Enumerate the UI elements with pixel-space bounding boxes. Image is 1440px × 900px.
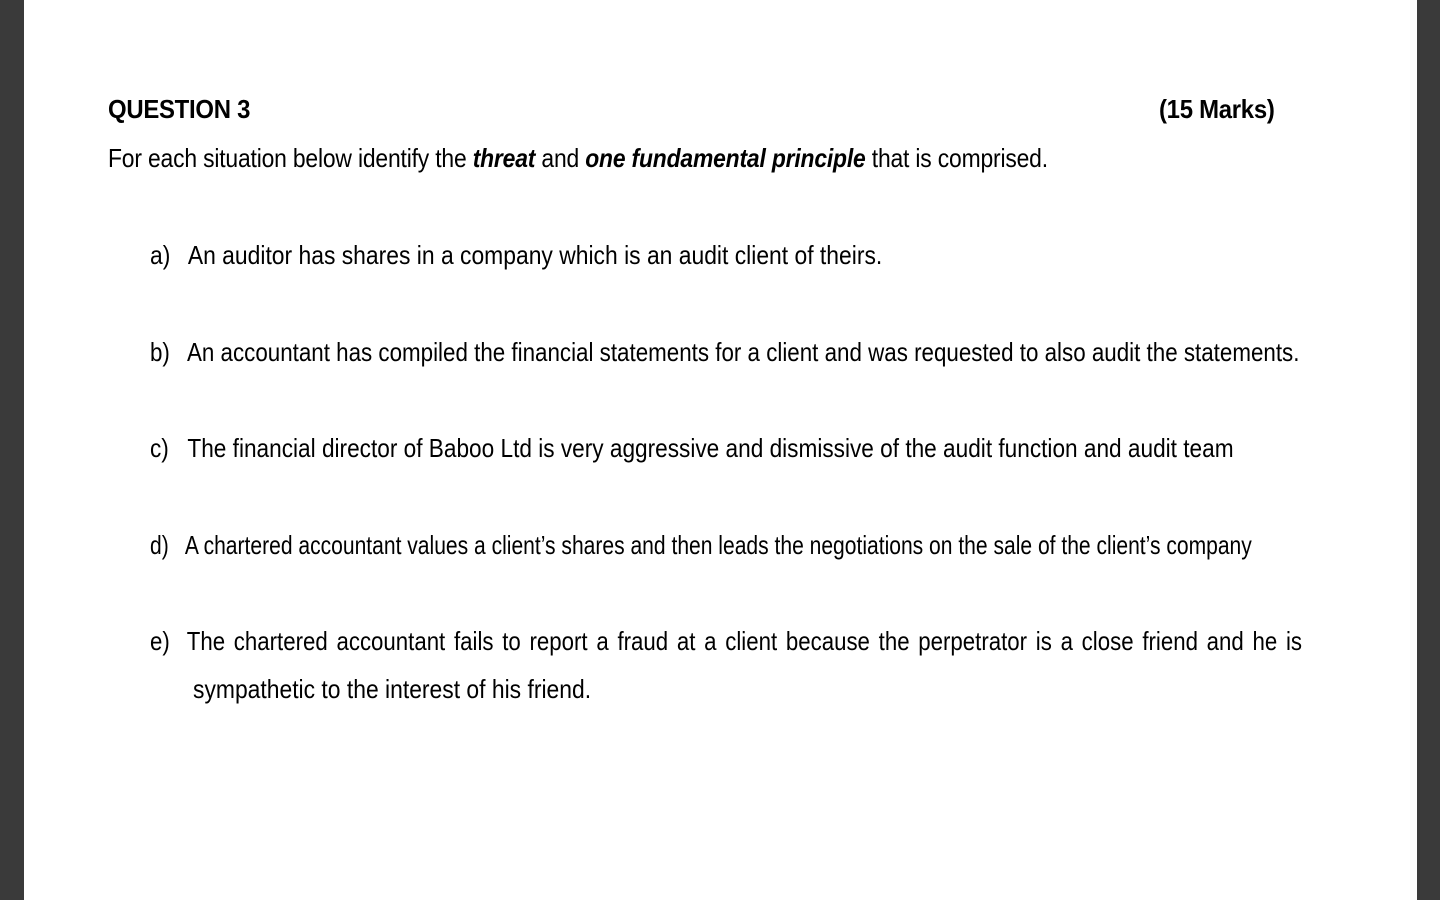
instruction-text-3: that is comprised. — [865, 143, 1048, 173]
item-text-continuation: sympathetic to the interest of his friend. — [193, 674, 592, 704]
document-page — [24, 0, 1417, 900]
item-text: The chartered accountant fails to report a fraud at a client because the perpetrator is a close friend and he is — [186, 626, 1303, 656]
item-text: The financial director of Baboo Ltd is very aggressive and dismissive of the audit function and audit team — [187, 433, 1234, 463]
item-letter: a) — [150, 240, 171, 270]
item-letter: e) — [150, 626, 170, 656]
question-instruction — [108, 143, 1048, 174]
item-letter: d) — [150, 530, 169, 560]
list-item-e — [150, 626, 1302, 657]
item-letter: b) — [150, 337, 170, 367]
item-text: An auditor has shares in a company which is an audit client of theirs. — [187, 240, 883, 270]
instruction-text-2: and — [535, 143, 586, 173]
instruction-emphasis-principle: one fundamental principle — [585, 143, 866, 173]
item-text: A chartered accountant values a client’s shares and then leads the negotiations on the sale of the client’s company — [184, 530, 1252, 560]
list-item-a — [150, 240, 882, 271]
list-item-e-continuation — [193, 674, 591, 705]
item-letter: c) — [150, 433, 169, 463]
list-item-d — [150, 530, 1252, 561]
item-text: An accountant has compiled the financial statements for a client and was requested to also audit the statements. — [186, 337, 1300, 367]
question-title: QUESTION 3 — [108, 94, 251, 124]
list-item-b — [150, 337, 1299, 368]
list-item-c — [150, 433, 1234, 464]
question-header — [108, 94, 1275, 125]
instruction-emphasis-threat: threat — [472, 143, 536, 173]
question-marks: (15 Marks) — [1158, 94, 1275, 124]
instruction-text-1: For each situation below identify the — [108, 143, 473, 173]
